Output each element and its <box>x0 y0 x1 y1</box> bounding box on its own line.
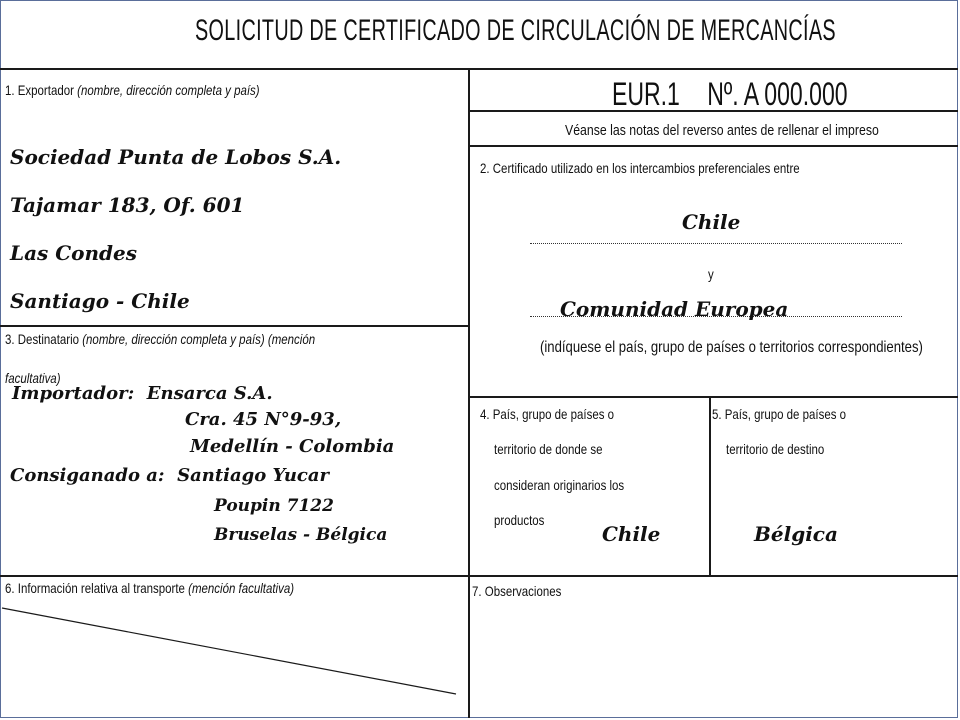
box4-line-2: territorio de donde se <box>494 441 603 457</box>
box4-5-divider <box>709 396 711 576</box>
exporter-line-1: Sociedad Punta de Lobos S.A. <box>10 145 342 169</box>
notice-divider <box>468 145 958 147</box>
party-2: Comunidad Europea <box>560 297 789 321</box>
eur-header <box>612 76 875 113</box>
box4-line-4: productos <box>494 512 545 528</box>
box1-label: 1. Exportador (nombre, dirección completa y país) <box>5 82 260 98</box>
exporter-line-4: Santiago - Chile <box>10 289 190 313</box>
consignee-line: Consiganado a: Santiago Yucar <box>10 465 330 486</box>
box4-line-3: consideran originarios los <box>494 477 625 493</box>
exporter-line-2: Tajamar 183, Of. 601 <box>10 193 245 217</box>
consignee-addr-1: Poupin 7122 <box>214 496 334 516</box>
eur-number: Nº. A 000.000 <box>707 76 848 112</box>
importer-addr-2: Medellín - Colombia <box>190 436 395 457</box>
box3-label-cont: facultativa) <box>5 370 61 386</box>
box7-label: 7. Observaciones <box>472 583 562 599</box>
notice-text: Véanse las notas del reverso antes de rellenar el impreso <box>565 122 879 139</box>
box2-label: 2. Certificado utilizado en los intercambios preferenciales entre <box>480 160 800 176</box>
exporter-line-3: Las Condes <box>10 241 138 265</box>
eur-label: EUR.1 <box>612 76 680 112</box>
connector-y: y <box>708 266 714 282</box>
box2-divider <box>468 396 958 398</box>
box5-line-2: territorio de destino <box>726 441 825 457</box>
title-divider <box>0 68 958 70</box>
box6-cancel-line <box>0 600 470 700</box>
box6-label: 6. Información relativa al transporte (mención facultativa) <box>5 580 295 596</box>
box5-line-1: 5. País, grupo de países o <box>712 406 847 422</box>
box4-line-1: 4. País, grupo de países o <box>480 406 615 422</box>
box3-label: 3. Destinatario (nombre, dirección completa y país) (mención <box>5 331 316 347</box>
form-title: SOLICITUD DE CERTIFICADO DE CIRCULACIÓN DE MERCANCÍAS <box>195 14 836 47</box>
box2-note: (indíquese el país, grupo de países o territorios correspondientes) <box>540 339 923 356</box>
importer-addr-1: Cra. 45 N°9-93, <box>185 409 342 430</box>
box3-divider <box>0 575 958 577</box>
origin-country: Chile <box>602 522 661 546</box>
party-1: Chile <box>682 210 741 234</box>
consignee-addr-2: Bruselas - Bélgica <box>214 525 388 545</box>
destination-country: Bélgica <box>754 522 838 546</box>
box1-divider <box>0 325 470 327</box>
dotted-line-1 <box>530 243 902 244</box>
importer-line: Importador: Ensarca S.A. <box>12 383 273 404</box>
